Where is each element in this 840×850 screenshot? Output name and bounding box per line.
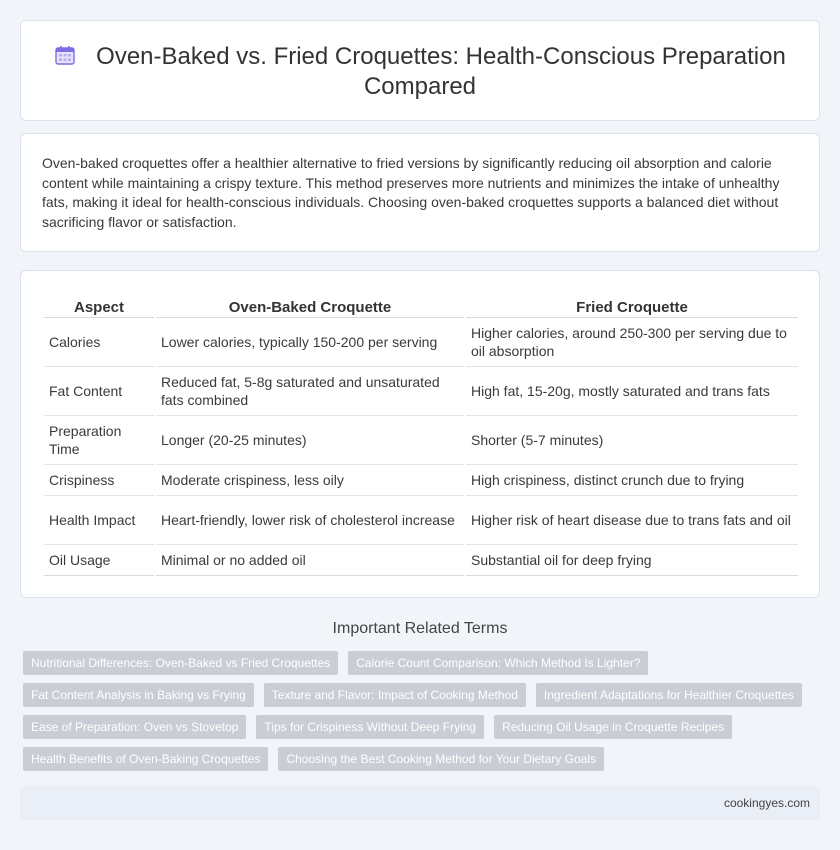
header-fried: Fried Croquette — [466, 298, 798, 318]
tag-row — [23, 683, 823, 707]
table-row — [44, 318, 798, 367]
fried-cell: Shorter (5-7 minutes) — [466, 416, 798, 465]
footer-site-name: cookingyes.com — [723, 796, 810, 810]
related-tag[interactable]: Texture and Flavor: Impact of Cooking Method — [264, 683, 526, 707]
page-title: Oven-Baked vs. Fried Croquettes: Health-Conscious Preparation Compared — [96, 43, 786, 100]
oven-baked-cell: Lower calories, typically 150-200 per serving — [156, 318, 464, 367]
oven-baked-cell: Heart-friendly, lower risk of cholesterol increase — [156, 496, 464, 545]
related-tag[interactable]: Fat Content Analysis in Baking vs Frying — [23, 683, 254, 707]
intro-paragraph: Oven-baked croquettes offer a healthier alternative to fried versions by significantly reducing oil absorption and calorie content while maintaining a crispy texture. This method preserves more nutrients and minimizes the intake of unhealthy fats, making it ideal for health-conscious individuals. Choosing oven-baked croquettes supports a balanced diet without sacrificing flavor or satisfaction. — [42, 155, 780, 230]
fried-cell: Higher calories, around 250-300 per serving due to oil absorption — [466, 318, 798, 367]
aspect-cell: Health Impact — [44, 496, 154, 545]
aspect-cell: Oil Usage — [44, 545, 154, 576]
header-aspect: Aspect — [44, 298, 154, 318]
comparison-card — [20, 270, 820, 598]
related-terms-title: Important Related Terms — [332, 620, 508, 637]
related-tags — [23, 651, 823, 779]
table-row — [44, 367, 798, 416]
tag-row — [23, 651, 823, 675]
related-tag[interactable]: Tips for Crispiness Without Deep Frying — [256, 715, 484, 739]
header-oven-baked: Oven-Baked Croquette — [156, 298, 464, 318]
fried-cell: High crispiness, distinct crunch due to frying — [466, 465, 798, 496]
oven-baked-cell: Longer (20-25 minutes) — [156, 416, 464, 465]
calendar-icon — [54, 44, 76, 66]
related-tag[interactable]: Health Benefits of Oven-Baking Croquettes — [23, 747, 268, 771]
table-row — [44, 416, 798, 465]
table-row — [44, 496, 798, 545]
oven-baked-cell: Minimal or no added oil — [156, 545, 464, 576]
fried-cell: High fat, 15-20g, mostly saturated and trans fats — [466, 367, 798, 416]
aspect-cell: Crispiness — [44, 465, 154, 496]
related-tag[interactable]: Reducing Oil Usage in Croquette Recipes — [494, 715, 732, 739]
related-tag[interactable]: Nutritional Differences: Oven-Baked vs Fried Croquettes — [23, 651, 338, 675]
aspect-cell: Fat Content — [44, 367, 154, 416]
table-row — [44, 545, 798, 576]
related-tag[interactable]: Choosing the Best Cooking Method for Your Dietary Goals — [278, 747, 604, 771]
tag-row — [23, 747, 823, 771]
table-row — [44, 465, 798, 496]
tag-row — [23, 715, 823, 739]
header-card — [20, 20, 820, 121]
comparison-table — [42, 298, 800, 576]
aspect-cell: Calories — [44, 318, 154, 367]
fried-cell: Substantial oil for deep frying — [466, 545, 798, 576]
intro-card — [20, 133, 820, 252]
related-tag[interactable]: Ingredient Adaptations for Healthier Croquettes — [536, 683, 802, 707]
oven-baked-cell: Moderate crispiness, less oily — [156, 465, 464, 496]
footer — [20, 786, 820, 820]
table-header-row — [44, 298, 798, 318]
related-tag[interactable]: Ease of Preparation: Oven vs Stovetop — [23, 715, 246, 739]
page-title-wrap — [21, 42, 819, 102]
aspect-cell: Preparation Time — [44, 416, 154, 465]
oven-baked-cell: Reduced fat, 5-8g saturated and unsaturated fats combined — [156, 367, 464, 416]
related-tag[interactable]: Calorie Count Comparison: Which Method Is Lighter? — [348, 651, 648, 675]
fried-cell: Higher risk of heart disease due to trans fats and oil — [466, 496, 798, 545]
